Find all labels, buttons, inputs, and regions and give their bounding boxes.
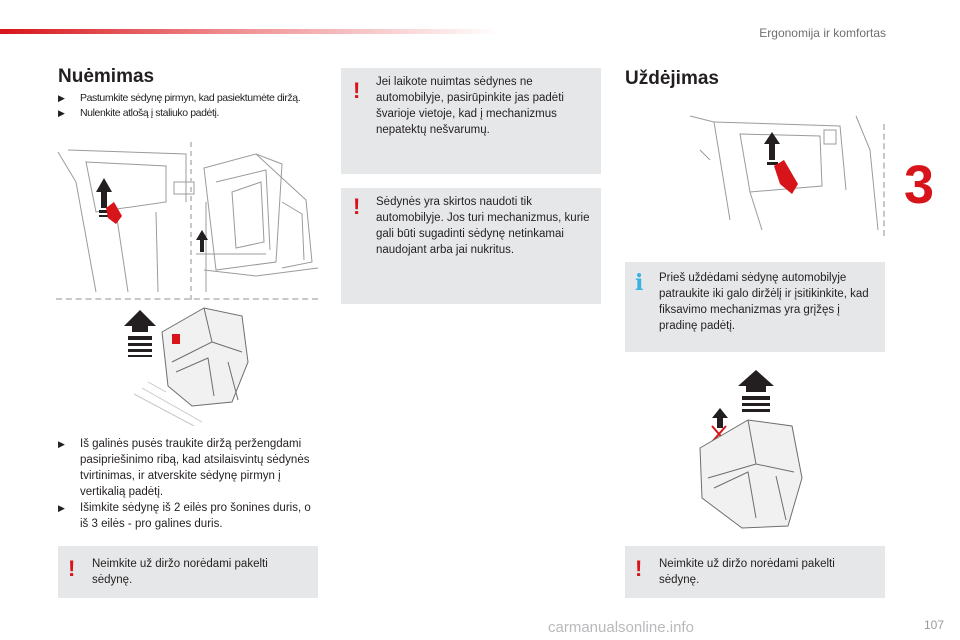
removal-steps-list-2 [58, 436, 320, 532]
exclamation-icon: ! [353, 78, 361, 103]
removal-title: Nuėmimas [58, 66, 155, 87]
info-box: i Prieš uždėdami sėdynę automobilyje patraukite iki galo diržėlį ir įsitikinkite, kad fiksavimo mechanizmas yra grįžęs į pradinę padėtį. [625, 262, 885, 352]
strap-reset-illustration [670, 110, 890, 238]
list-item: ▶ Pastumkite sėdynę pirmyn, kad pasiektumėte diržą. [58, 92, 301, 104]
arrow-bullet-icon: ▶ [58, 93, 65, 103]
arrow-bullet-icon: ▶ [58, 503, 65, 513]
list-item: ▶ Nulenkite atlošą į staliuko padėtį. [58, 107, 219, 119]
strap-arrow-icon [764, 132, 780, 165]
header-accent-bar [0, 29, 500, 34]
arrow-bullet-icon: ▶ [58, 439, 65, 449]
strap-arrow-icon [712, 408, 728, 428]
section-title: Ergonomija ir komfortas [759, 26, 886, 40]
chapter-number: 3 [904, 155, 935, 215]
list-item: ▶ Iš galinės pusės traukite diržą peržengdami pasipriešinimo ribą, kad atsilaisvintų sėdynės tvirtinimas, ir atverskite sėdynę pirmyn į vertikalią padėtį. [58, 438, 310, 498]
warning-box: ! Jei laikote nuimtas sėdynes ne automobilyje, pasirūpinkite jas padėti švarioje vietoje, kad į mechanizmus nepatektų nešvarumų. [341, 68, 601, 174]
page-number: 107 [923, 618, 944, 632]
seat-removal-illustration [112, 302, 262, 426]
watermark: carmanualsonline.info [548, 619, 694, 636]
removal-steps-list [58, 91, 328, 121]
up-arrow-icon [124, 310, 156, 357]
up-arrow-icon [738, 370, 774, 412]
exclamation-icon: ! [635, 556, 643, 581]
arrow-bullet-icon: ▶ [58, 108, 65, 118]
info-icon: i [635, 270, 644, 296]
list-item: ▶ Išimkite sėdynę iš 2 eilės pro šonines duris, o iš 3 eilės - pro galines duris. [58, 502, 311, 530]
warning-box: ! Neimkite už diržo norėdami pakelti sėdynę. [625, 546, 885, 598]
seat-release-illustration [56, 142, 326, 300]
install-title: Uždėjimas [625, 68, 719, 89]
seat-installation-illustration [692, 368, 812, 532]
exclamation-icon: ! [68, 556, 76, 581]
section-divider [883, 124, 885, 236]
warning-box: ! Neimkite už diržo norėdami pakelti sėdynę. [58, 546, 318, 598]
exclamation-icon: ! [353, 194, 361, 219]
warning-box: ! Sėdynės yra skirtos naudoti tik automobilyje. Jos turi mechanizmus, kurie gali būti sugadinti sėdynę netinkamai naudojant arba jai nukritus. [341, 188, 601, 304]
section-divider [56, 298, 318, 300]
